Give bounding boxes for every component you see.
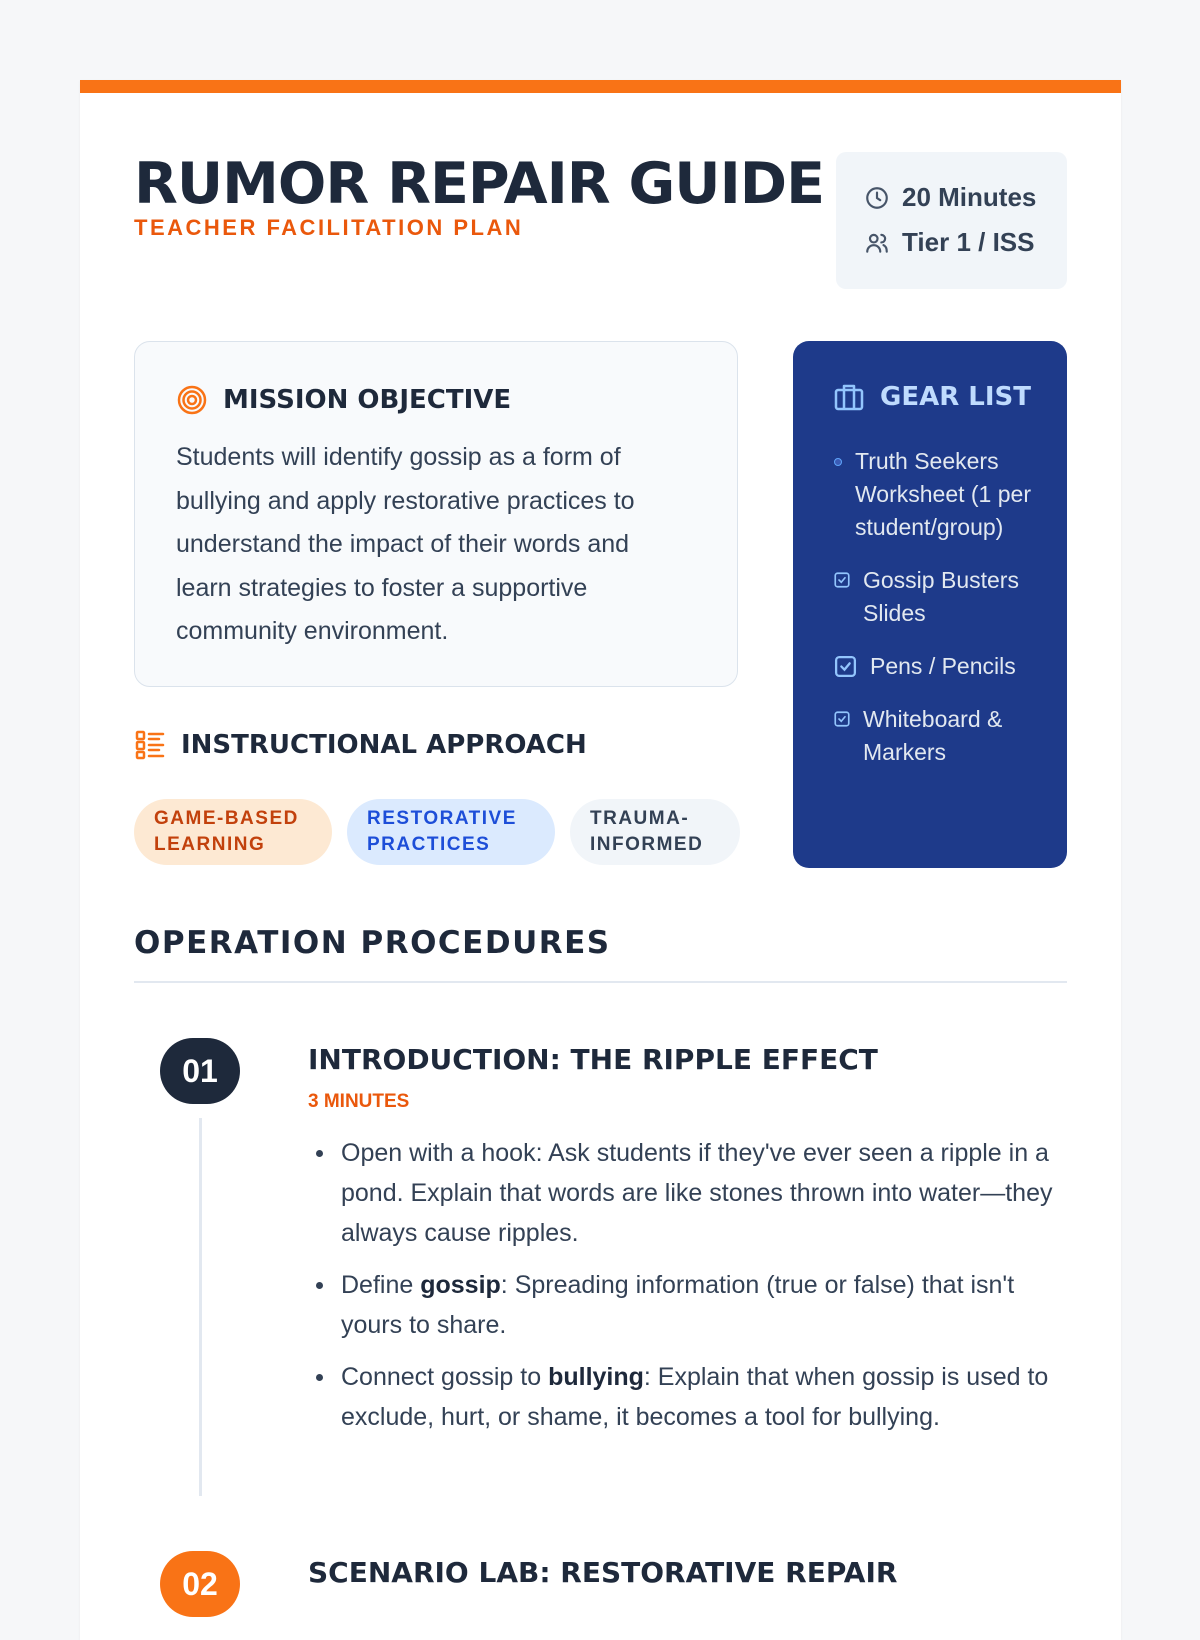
guide-card [80, 80, 1121, 1640]
tier-row [864, 227, 1034, 258]
meta-box [836, 152, 1067, 289]
timeline-line [199, 1118, 202, 1496]
bullet-keyword: bullying [548, 1363, 644, 1391]
step-bullet [308, 1357, 1070, 1437]
mission-objective-panel [134, 341, 738, 687]
step-number-badge: 02 [160, 1551, 240, 1617]
page-title: RUMOR REPAIR GUIDE [134, 151, 825, 217]
checkbox-icon [833, 571, 851, 589]
gear-item-label: Whiteboard & Markers [863, 706, 1003, 765]
gear-item-label: Gossip Busters Slides [863, 567, 1019, 626]
checkbox-icon [833, 654, 858, 679]
step-bullets [308, 1133, 1070, 1449]
gear-item [833, 445, 1043, 544]
step-duration: 3 MINUTES [308, 1091, 410, 1112]
approach-heading [134, 729, 587, 761]
gear-item-label: Truth Seekers Worksheet (1 per student/group) [855, 448, 1031, 540]
bullet-text: : Explain that when gossip is used to exclude, hurt, or shame, it becomes a tool for bullying. [341, 1363, 1049, 1431]
tag-trauma-informed: TRAUMA-INFORMED [570, 799, 740, 865]
tier-text: Tier 1 / ISS [902, 227, 1035, 257]
gear-list-panel [793, 341, 1067, 868]
bullet-text: Define [341, 1271, 421, 1299]
duration-text: 20 Minutes [902, 182, 1037, 212]
approach-heading-text: INSTRUCTIONAL APPROACH [181, 730, 587, 760]
bullet-text: Open with a hook: Ask students if they've ever seen a ripple in a pond. Explain that words are like stones thrown into water—they always cause ripples. [341, 1139, 1053, 1247]
gear-item [833, 564, 1043, 630]
target-icon [176, 384, 208, 416]
gear-item-label: Pens / Pencils [870, 653, 1016, 679]
bullet-keyword: gossip [420, 1271, 501, 1299]
bullet-text: : Spreading information (true or false) that isn't yours to share. [341, 1271, 1015, 1339]
objective-heading [176, 384, 511, 416]
step-title: SCENARIO LAB: RESTORATIVE REPAIR [308, 1556, 898, 1589]
briefcase-icon [833, 381, 865, 413]
approach-tags [134, 799, 740, 865]
step-bullet [308, 1133, 1070, 1253]
page-subtitle: TEACHER FACILITATION PLAN [134, 215, 524, 240]
step-title: INTRODUCTION: THE RIPPLE EFFECT [308, 1043, 878, 1076]
duration-row [864, 182, 1036, 213]
gear-item [833, 650, 1043, 683]
tag-restorative: RESTORATIVE PRACTICES [347, 799, 555, 865]
tag-game-based: GAME-BASED LEARNING [134, 799, 332, 865]
dot-icon [833, 457, 843, 467]
operations-heading: OPERATION PROCEDURES [134, 925, 611, 961]
clock-icon [864, 185, 890, 211]
step-bullet [308, 1265, 1070, 1345]
header [134, 151, 824, 241]
divider [134, 981, 1067, 983]
checkbox-icon [833, 710, 851, 728]
gear-items [833, 445, 1043, 789]
objective-heading-text: MISSION OBJECTIVE [223, 385, 512, 415]
gear-heading-text: GEAR LIST [880, 382, 1031, 412]
objective-text: Students will identify gossip as a form of bullying and apply restorative practices to understand the impact of their words and learn strategies to foster a supportive community environment. [176, 443, 635, 645]
gear-heading [833, 381, 1031, 413]
gear-item [833, 703, 1043, 769]
users-icon [864, 230, 890, 256]
list-icon [134, 729, 166, 761]
step-number-badge: 01 [160, 1038, 240, 1104]
bullet-text: Connect gossip to [341, 1363, 549, 1391]
